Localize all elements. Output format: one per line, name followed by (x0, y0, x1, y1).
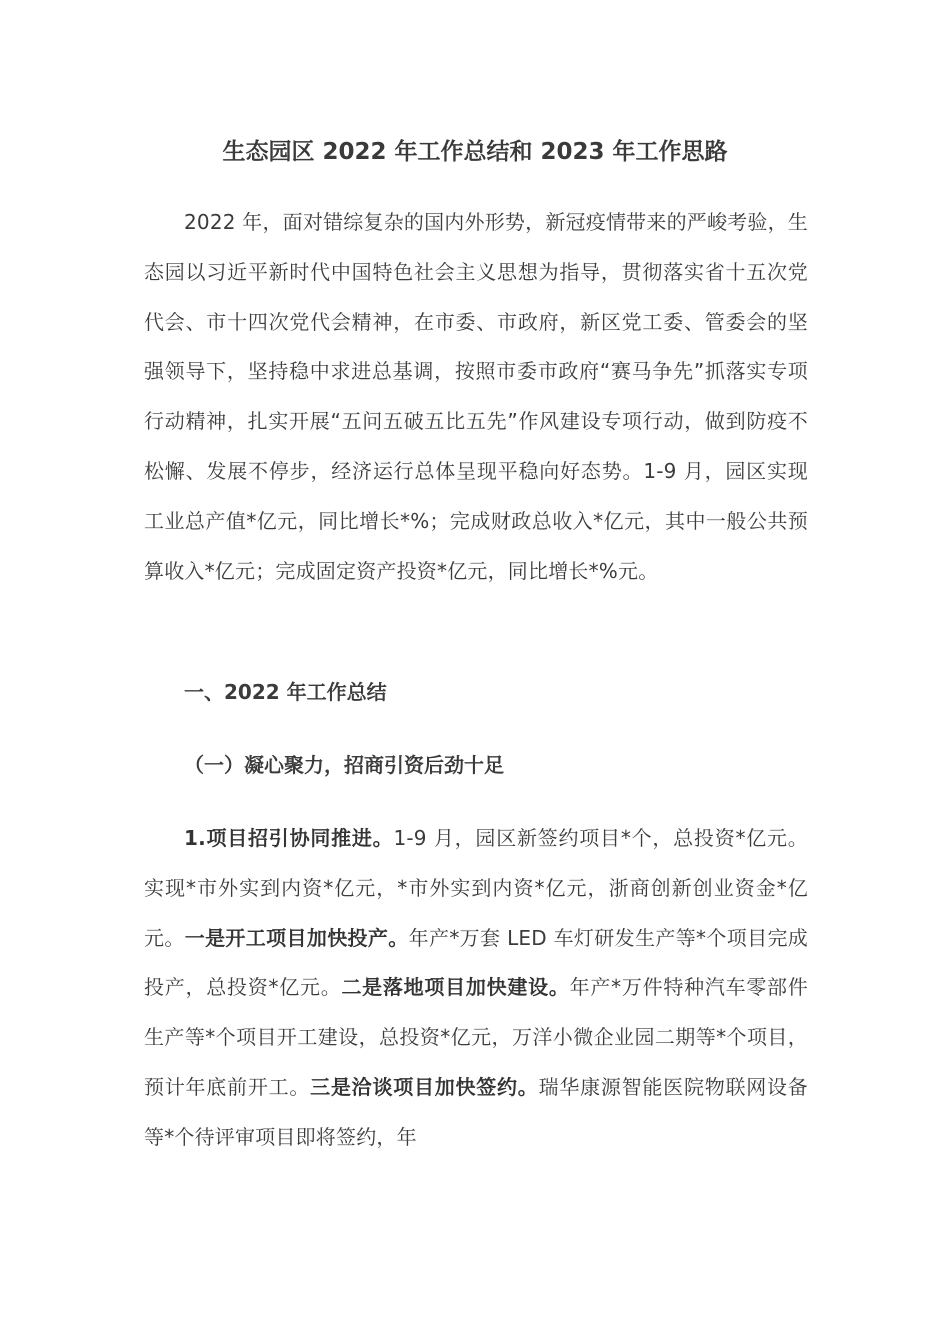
item-lead: 1.项目招引协同推进。 (184, 826, 394, 850)
item-text: 1-9 月，园区新签约项目*个，总投资*亿元。实现*市外实到内资*亿元，*市外实到内资*亿元，浙商创新创业资金*亿元。 (144, 826, 809, 950)
item-text: 瑞华康源智能医院物联网设备等*个待评审项目即将签约，年 (144, 1074, 808, 1149)
document-title: 生态园区 2022 年工作总结和 2023 年工作思路 (222, 139, 728, 165)
item-text: 年产*万套 LED 车灯研发生产等*个项目完成投产，总投资*亿元。 (144, 925, 809, 1000)
item-point-3: 三是洽谈项目加快签约。 (310, 1074, 539, 1099)
section-heading: 一、2022 年工作总结 (184, 680, 387, 704)
item-point-2: 二是落地项目加快建设。 (341, 975, 570, 1000)
item-point-1: 一是开工项目加快投产。 (184, 925, 409, 950)
item-paragraph (144, 814, 808, 1163)
intro-paragraph: 2022 年，面对错综复杂的国内外形势，新冠疫情带来的严峻考验，生态园以习近平新时代中国特色社会主义思想为指导，贯彻落实省十五次党代会、市十四次党代会精神，在市委、市政府，新区党工委、管委会的坚强领导下，坚持稳中求进总基调，按照市委市政府“赛马争先”抓落实专项行动精神，扎实开展“五问五破五比五先”作风建设专项行动，做到防疫不松懈、发展不停步，经济运行总体呈现平稳向好态势。1-9 月，园区实现工业总产值*亿元，同比增长*%；完成财政总收入*亿元，其中一般公共预算收入*亿元；完成固定资产投资*亿元，同比增长*%元。 (144, 210, 808, 583)
item-text: 年产*万件特种汽车零部件生产等*个项目开工建设，总投资*亿元，万洋小微企业园二期等*个项目，预计年底前开工。 (144, 975, 809, 1099)
subsection-heading: （一）凝心聚力，招商引资后劲十足 (184, 753, 504, 777)
